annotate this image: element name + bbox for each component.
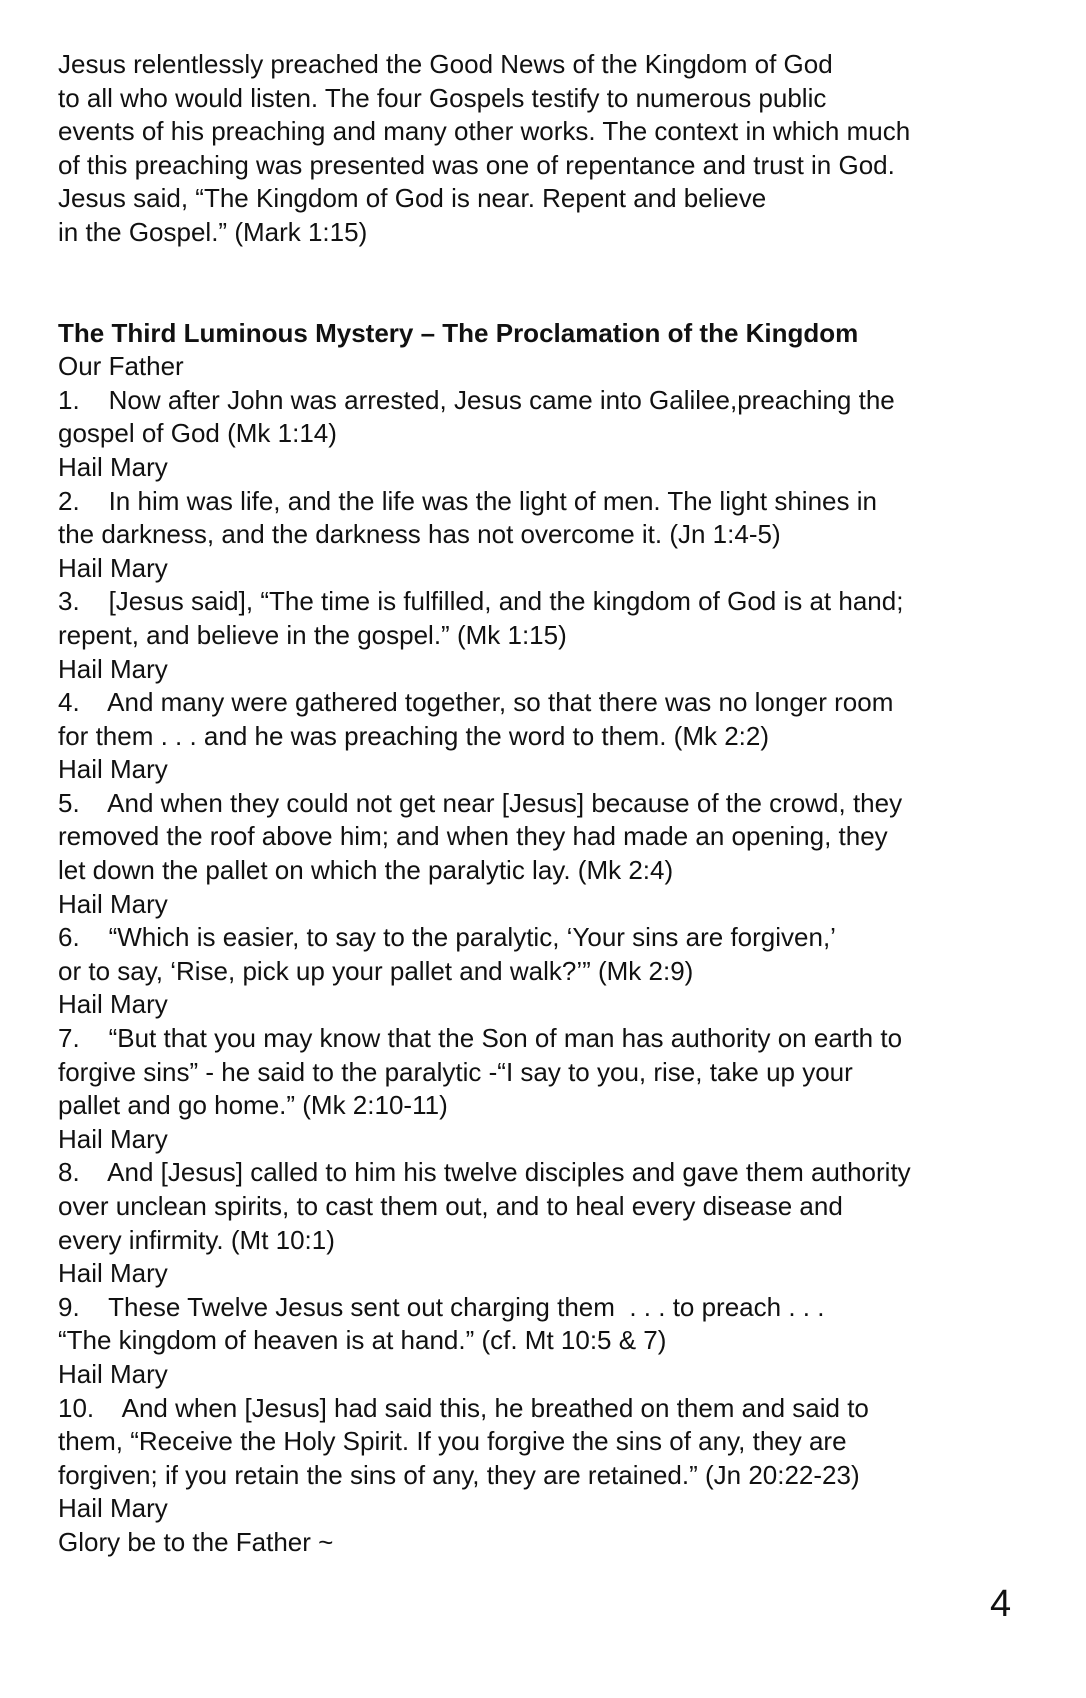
- bead-text-line: 1. Now after John was arrested, Jesus came into Galilee,preaching the: [58, 384, 895, 415]
- mystery-section: [58, 317, 1058, 1560]
- bead-text-line: gospel of God (Mk 1:14): [58, 418, 337, 449]
- bead-text-line: 8. And [Jesus] called to him his twelve disciples and gave them authority: [58, 1157, 911, 1188]
- hail-mary-prayer: Hail Mary: [58, 451, 168, 482]
- bead-6: [58, 921, 1058, 1022]
- bead-7: [58, 1022, 1058, 1156]
- intro-line: to all who would listen. The four Gospels testify to numerous public: [58, 82, 827, 113]
- bead-text-line: 6. “Which is easier, to say to the paralytic, ‘Your sins are forgiven,’: [58, 922, 836, 953]
- bead-9: [58, 1291, 1058, 1392]
- bead-text-line: let down the pallet on which the paralytic lay. (Mk 2:4): [58, 855, 674, 886]
- page-number: 4: [990, 1583, 1012, 1625]
- glory-be-prayer: Glory be to the Father ~: [58, 1526, 334, 1557]
- bead-2: [58, 485, 1058, 586]
- bead-text-line: them, “Receive the Holy Spirit. If you forgive the sins of any, they are: [58, 1426, 847, 1457]
- bead-text-line: or to say, ‘Rise, pick up your pallet and walk?’” (Mk 2:9): [58, 955, 694, 986]
- bead-text-line: 3. [Jesus said], “The time is fulfilled, and the kingdom of God is at hand;: [58, 586, 904, 617]
- bead-text-line: over unclean spirits, to cast them out, and to heal every disease and: [58, 1191, 843, 1221]
- hail-mary-prayer: Hail Mary: [58, 888, 168, 919]
- bead-text-line: 7. “But that you may know that the Son of man has authority on earth to: [58, 1023, 903, 1054]
- intro-line: Jesus relentlessly preached the Good News of the Kingdom of God: [58, 49, 833, 79]
- bead-5: [58, 787, 1058, 921]
- document-page: [58, 48, 1058, 1560]
- bead-text-line: “The kingdom of heaven is at hand.” (cf. Mt 10:5 & 7): [58, 1325, 667, 1356]
- bead-3: [58, 585, 1058, 686]
- intro-line: Jesus said, “The Kingdom of God is near. Repent and believe: [58, 183, 767, 214]
- bead-text-line: 5. And when they could not get near [Jesus] because of the crowd, they: [58, 787, 903, 818]
- intro-paragraph: [58, 48, 1058, 250]
- bead-text-line: pallet and go home.” (Mk 2:10-11): [58, 1090, 448, 1121]
- intro-line: in the Gospel.” (Mark 1:15): [58, 216, 368, 247]
- intro-line: of this preaching was presented was one of repentance and trust in God.: [58, 149, 895, 180]
- our-father-prayer: Our Father: [58, 351, 184, 382]
- bead-text-line: removed the roof above him; and when they had made an opening, they: [58, 821, 888, 852]
- bead-text-line: forgive sins” - he said to the paralytic -“I say to you, rise, take up your: [58, 1056, 853, 1087]
- bead-text-line: forgiven; if you retain the sins of any, they are retained.” (Jn 20:22-23): [58, 1459, 860, 1490]
- bead-1: [58, 384, 1058, 485]
- bead-text-line: every infirmity. (Mt 10:1): [58, 1224, 335, 1255]
- hail-mary-prayer: Hail Mary: [58, 653, 168, 684]
- bead-text-line: 2. In him was life, and the life was the light of men. The light shines in: [58, 485, 877, 516]
- hail-mary-prayer: Hail Mary: [58, 552, 168, 583]
- hail-mary-prayer: Hail Mary: [58, 754, 168, 785]
- bead-4: [58, 686, 1058, 787]
- bead-text-line: the darkness, and the darkness has not overcome it. (Jn 1:4-5): [58, 519, 781, 550]
- hail-mary-prayer: Hail Mary: [58, 989, 168, 1020]
- bead-8: [58, 1156, 1058, 1290]
- bead-text-line: 4. And many were gathered together, so that there was no longer room: [58, 687, 894, 718]
- hail-mary-prayer: Hail Mary: [58, 1258, 168, 1289]
- hail-mary-prayer: Hail Mary: [58, 1123, 168, 1154]
- bead-text-line: repent, and believe in the gospel.” (Mk 1:15): [58, 619, 567, 650]
- bead-text-line: for them . . . and he was preaching the word to them. (Mk 2:2): [58, 720, 770, 751]
- bead-10: [58, 1392, 1058, 1526]
- bead-text-line: 9. These Twelve Jesus sent out charging them . . . to preach . . .: [58, 1291, 825, 1322]
- intro-line: events of his preaching and many other works. The context in which much: [58, 116, 911, 147]
- hail-mary-prayer: Hail Mary: [58, 1493, 168, 1524]
- bead-text-line: 10. And when [Jesus] had said this, he breathed on them and said to: [58, 1392, 869, 1423]
- mystery-title: The Third Luminous Mystery – The Proclamation of the Kingdom: [58, 317, 859, 348]
- hail-mary-prayer: Hail Mary: [58, 1358, 168, 1389]
